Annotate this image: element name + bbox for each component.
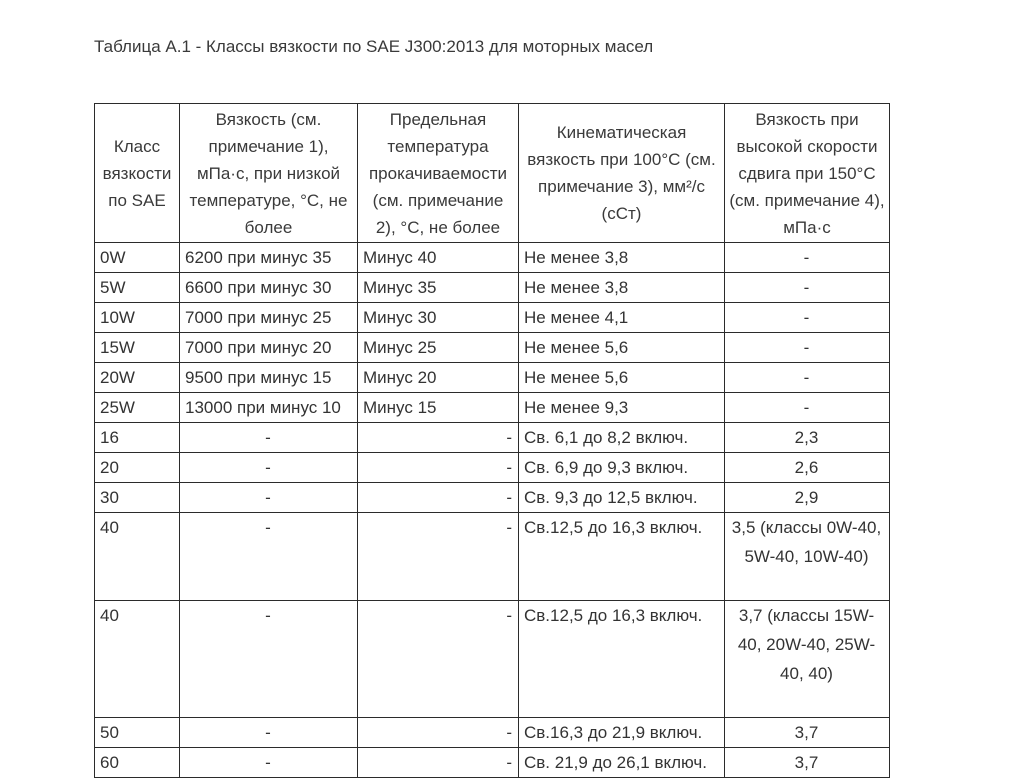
table-row xyxy=(95,718,890,748)
cell-high-shear-viscosity: - xyxy=(725,393,890,423)
cell-high-shear-viscosity: 2,6 xyxy=(725,453,890,483)
table-row xyxy=(95,748,890,778)
cell-sae-class: 16 xyxy=(95,423,180,453)
cell-sae-class: 60 xyxy=(95,748,180,778)
cell-low-temp-viscosity: 7000 при минус 25 xyxy=(180,303,358,333)
table-row xyxy=(95,333,890,363)
cell-kinematic-viscosity: Св. 9,3 до 12,5 включ. xyxy=(519,483,725,513)
cell-sae-class: 40 xyxy=(95,513,180,601)
header-pumping-temperature: Предельная температура прокачиваемости (см. примечание 2), °С, не более xyxy=(358,104,519,243)
cell-high-shear-viscosity: - xyxy=(725,273,890,303)
table-row xyxy=(95,243,890,273)
table-row xyxy=(95,423,890,453)
cell-kinematic-viscosity: Св. 6,9 до 9,3 включ. xyxy=(519,453,725,483)
cell-high-shear-viscosity: 3,7 xyxy=(725,748,890,778)
cell-low-temp-viscosity: - xyxy=(180,718,358,748)
cell-sae-class: 10W xyxy=(95,303,180,333)
table-row xyxy=(95,453,890,483)
cell-low-temp-viscosity: - xyxy=(180,423,358,453)
cell-low-temp-viscosity: 6600 при минус 30 xyxy=(180,273,358,303)
cell-low-temp-viscosity: - xyxy=(180,453,358,483)
cell-sae-class: 15W xyxy=(95,333,180,363)
cell-low-temp-viscosity: - xyxy=(180,601,358,718)
table-row xyxy=(95,513,890,601)
cell-kinematic-viscosity: Св. 21,9 до 26,1 включ. xyxy=(519,748,725,778)
cell-pumping-temperature: - xyxy=(358,423,519,453)
cell-high-shear-viscosity: - xyxy=(725,303,890,333)
cell-sae-class: 25W xyxy=(95,393,180,423)
header-low-temp-viscosity: Вязкость (см. примечание 1), мПа·с, при низкой температуре, °С, не более xyxy=(180,104,358,243)
cell-low-temp-viscosity: - xyxy=(180,513,358,601)
cell-high-shear-viscosity: 3,7 xyxy=(725,718,890,748)
cell-pumping-temperature: Минус 25 xyxy=(358,333,519,363)
cell-pumping-temperature: Минус 40 xyxy=(358,243,519,273)
sae-viscosity-table xyxy=(94,103,890,778)
cell-pumping-temperature: Минус 30 xyxy=(358,303,519,333)
cell-pumping-temperature: - xyxy=(358,601,519,718)
cell-kinematic-viscosity: Св.12,5 до 16,3 включ. xyxy=(519,601,725,718)
cell-pumping-temperature: Минус 15 xyxy=(358,393,519,423)
cell-sae-class: 20 xyxy=(95,453,180,483)
cell-kinematic-viscosity: Не менее 3,8 xyxy=(519,243,725,273)
cell-low-temp-viscosity: - xyxy=(180,748,358,778)
header-high-shear-viscosity: Вязкость при высокой скорости сдвига при 150°С (см. примечание 4), мПа·с xyxy=(725,104,890,243)
table-row xyxy=(95,483,890,513)
cell-pumping-temperature: - xyxy=(358,513,519,601)
cell-kinematic-viscosity: Не менее 5,6 xyxy=(519,333,725,363)
cell-high-shear-viscosity: 3,7 (классы 15W-40, 20W-40, 25W-40, 40) xyxy=(725,601,890,718)
cell-sae-class: 0W xyxy=(95,243,180,273)
cell-low-temp-viscosity: - xyxy=(180,483,358,513)
cell-pumping-temperature: - xyxy=(358,748,519,778)
cell-high-shear-viscosity: 2,9 xyxy=(725,483,890,513)
cell-sae-class: 30 xyxy=(95,483,180,513)
cell-kinematic-viscosity: Не менее 9,3 xyxy=(519,393,725,423)
table-row xyxy=(95,363,890,393)
cell-pumping-temperature: - xyxy=(358,718,519,748)
cell-high-shear-viscosity: - xyxy=(725,333,890,363)
table-row xyxy=(95,393,890,423)
header-sae-class: Класс вязкости по SAE xyxy=(95,104,180,243)
table-header-row xyxy=(95,104,890,243)
cell-high-shear-viscosity: 2,3 xyxy=(725,423,890,453)
cell-low-temp-viscosity: 6200 при минус 35 xyxy=(180,243,358,273)
table-row xyxy=(95,273,890,303)
cell-pumping-temperature: Минус 20 xyxy=(358,363,519,393)
cell-low-temp-viscosity: 9500 при минус 15 xyxy=(180,363,358,393)
cell-kinematic-viscosity: Св.12,5 до 16,3 включ. xyxy=(519,513,725,601)
cell-kinematic-viscosity: Не менее 4,1 xyxy=(519,303,725,333)
cell-high-shear-viscosity: 3,5 (классы 0W-40, 5W-40, 10W-40) xyxy=(725,513,890,601)
cell-sae-class: 40 xyxy=(95,601,180,718)
cell-high-shear-viscosity: - xyxy=(725,243,890,273)
cell-pumping-temperature: Минус 35 xyxy=(358,273,519,303)
cell-pumping-temperature: - xyxy=(358,483,519,513)
cell-sae-class: 5W xyxy=(95,273,180,303)
table-row xyxy=(95,303,890,333)
cell-pumping-temperature: - xyxy=(358,453,519,483)
cell-low-temp-viscosity: 13000 при минус 10 xyxy=(180,393,358,423)
cell-kinematic-viscosity: Св.16,3 до 21,9 включ. xyxy=(519,718,725,748)
table-row xyxy=(95,601,890,718)
cell-kinematic-viscosity: Св. 6,1 до 8,2 включ. xyxy=(519,423,725,453)
cell-high-shear-viscosity: - xyxy=(725,363,890,393)
cell-sae-class: 50 xyxy=(95,718,180,748)
cell-low-temp-viscosity: 7000 при минус 20 xyxy=(180,333,358,363)
cell-kinematic-viscosity: Не менее 3,8 xyxy=(519,273,725,303)
cell-kinematic-viscosity: Не менее 5,6 xyxy=(519,363,725,393)
cell-sae-class: 20W xyxy=(95,363,180,393)
table-caption: Таблица А.1 - Классы вязкости по SAE J300:2013 для моторных масел xyxy=(94,37,654,56)
header-kinematic-viscosity: Кинематическая вязкость при 100°С (см. примечание 3), мм²/с (сСт) xyxy=(519,104,725,243)
